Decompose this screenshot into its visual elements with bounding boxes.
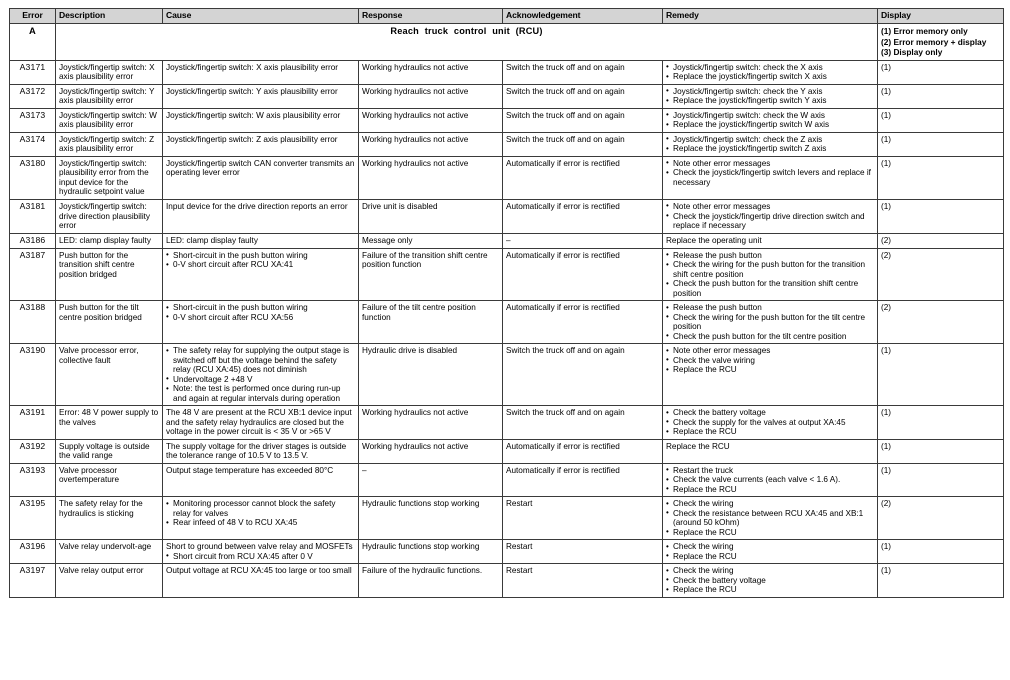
response-text: Working hydraulics not active — [362, 441, 469, 451]
description-text: Valve processor error, collective fault — [59, 346, 139, 365]
cause-text: Output stage temperature has exceeded 80°C — [166, 465, 334, 475]
error-code-a3186: A3186 — [10, 233, 56, 248]
description-a3193 — [56, 463, 163, 497]
cause-a3197 — [163, 564, 359, 598]
response-a3192 — [359, 439, 503, 463]
acknowledgement-a3191 — [503, 406, 663, 440]
description-text: Push button for the tilt centre position bridged — [59, 303, 142, 322]
remedy-a3191 — [663, 406, 878, 440]
response-text: Failure of the hydraulic functions. — [362, 566, 483, 576]
table-row — [10, 199, 1004, 233]
remedy-bullets-item: • Replace the joystick/fingertip switch Y axis — [666, 96, 874, 106]
description-text: Valve relay undervolt-age — [59, 542, 152, 552]
acknowledgement-a3171 — [503, 60, 663, 84]
remedy-a3173 — [663, 108, 878, 132]
acknowledgement-text: Automatically if error is rectified — [506, 250, 620, 260]
description-text: Joystick/fingertip switch: plausibility error from the input device for the hydraulic setpoint value — [59, 158, 149, 197]
acknowledgement-a3180 — [503, 156, 663, 199]
error-code-a3180: A3180 — [10, 156, 56, 199]
remedy-bullets-item: • Replace the RCU — [666, 485, 874, 495]
group-error-code: A — [10, 23, 56, 60]
error-code-a3171: A3171 — [10, 60, 56, 84]
error-code-a3193: A3193 — [10, 463, 56, 497]
cause-bullets-item: • Note: the test is performed once during run-up and again at regular intervals during operation — [166, 384, 355, 403]
description-text: LED: clamp display faulty — [59, 235, 151, 245]
cause-a3172 — [163, 84, 359, 108]
error-code-a3187: A3187 — [10, 248, 56, 301]
error-code-a3197: A3197 — [10, 564, 56, 598]
acknowledgement-text: Switch the truck off and on again — [506, 408, 625, 418]
description-a3181 — [56, 199, 163, 233]
remedy-bullets-item: • Replace the RCU — [666, 365, 874, 375]
remedy-a3180 — [663, 156, 878, 199]
acknowledgement-text: Switch the truck off and on again — [506, 346, 625, 356]
acknowledgement-a3188 — [503, 301, 663, 344]
response-text: Hydraulic functions stop working — [362, 542, 480, 552]
cause-bullets — [166, 303, 355, 322]
table-row — [10, 60, 1004, 84]
table-row — [10, 344, 1004, 406]
description-a3191 — [56, 406, 163, 440]
display-a3171: (1) — [878, 60, 1004, 84]
remedy-bullets — [666, 63, 874, 82]
cause-a3187 — [163, 248, 359, 301]
display-a3193: (1) — [878, 463, 1004, 497]
cause-bullets-item: • Short-circuit in the push button wiring — [166, 251, 355, 261]
remedy-bullets — [666, 408, 874, 437]
remedy-a3186 — [663, 233, 878, 248]
acknowledgement-a3196 — [503, 540, 663, 564]
response-a3193 — [359, 463, 503, 497]
cause-text: Joystick/fingertip switch CAN converter transmits an operating lever error — [166, 158, 355, 178]
acknowledgement-a3172 — [503, 84, 663, 108]
response-text: Hydraulic drive is disabled — [362, 346, 458, 356]
cause-text: Joystick/fingertip switch: Y axis plausibility error — [166, 86, 338, 96]
cause-a3193 — [163, 463, 359, 497]
response-text: – — [362, 465, 367, 475]
remedy-a3181 — [663, 199, 878, 233]
column-header-remedy: Remedy — [663, 9, 878, 24]
description-a3187 — [56, 248, 163, 301]
display-a3191: (1) — [878, 406, 1004, 440]
response-text: Working hydraulics not active — [362, 110, 469, 120]
table-row — [10, 233, 1004, 248]
response-a3197 — [359, 564, 503, 598]
remedy-bullets — [666, 251, 874, 299]
remedy-bullets-item: • Note other error messages — [666, 346, 874, 356]
error-code-a3196: A3196 — [10, 540, 56, 564]
table-row — [10, 108, 1004, 132]
cause-bullets-item: • The safety relay for supplying the output stage is switched off but the voltage behind the safety relay (RCU XA:45) does not diminish — [166, 346, 355, 375]
error-code-a3181: A3181 — [10, 199, 56, 233]
response-a3196 — [359, 540, 503, 564]
cause-text: Input device for the drive direction reports an error — [166, 201, 348, 211]
description-a3190 — [56, 344, 163, 406]
display-a3195: (2) — [878, 497, 1004, 540]
cause-a3195 — [163, 497, 359, 540]
response-a3171 — [359, 60, 503, 84]
display-a3188: (2) — [878, 301, 1004, 344]
acknowledgement-a3190 — [503, 344, 663, 406]
remedy-a3196 — [663, 540, 878, 564]
remedy-bullets-item: • Check the supply for the valves at output XA:45 — [666, 418, 874, 428]
remedy-bullets-item: • Check the battery voltage — [666, 576, 874, 586]
table-row — [10, 132, 1004, 156]
table-row — [10, 301, 1004, 344]
description-a3195 — [56, 497, 163, 540]
remedy-bullets-item: • Replace the RCU — [666, 585, 874, 595]
acknowledgement-text: Automatically if error is rectified — [506, 303, 620, 313]
cause-text: Joystick/fingertip switch: X axis plausibility error — [166, 62, 338, 72]
remedy-bullets — [666, 303, 874, 341]
remedy-bullets-item: • Joystick/fingertip switch: check the Z axis — [666, 135, 874, 145]
remedy-bullets-item: • Check the joystick/fingertip drive direction switch and replace if necessary — [666, 212, 874, 231]
description-text: Supply voltage is outside the valid range — [59, 441, 150, 461]
acknowledgement-a3192 — [503, 439, 663, 463]
remedy-a3190 — [663, 344, 878, 406]
display-legend-line-2: (2) Error memory + display — [881, 36, 987, 47]
remedy-bullets-item: • Check the battery voltage — [666, 408, 874, 418]
table-row — [10, 564, 1004, 598]
response-a3190 — [359, 344, 503, 406]
remedy-bullets-item: • Check the resistance between RCU XA:45 and XB:1 (around 50 kOhm) — [666, 509, 874, 528]
display-a3186: (2) — [878, 233, 1004, 248]
table-row — [10, 463, 1004, 497]
description-a3186 — [56, 233, 163, 248]
response-text: Working hydraulics not active — [362, 408, 469, 418]
display-a3174: (1) — [878, 132, 1004, 156]
table-header — [10, 9, 1004, 24]
response-a3188 — [359, 301, 503, 344]
remedy-bullets-item: • Release the push button — [666, 251, 874, 261]
remedy-bullets-item: • Check the wiring for the push button for the transition shift centre position — [666, 260, 874, 279]
error-code-a3174: A3174 — [10, 132, 56, 156]
cause-text: Joystick/fingertip switch: Z axis plausibility error — [166, 134, 338, 144]
remedy-a3187 — [663, 248, 878, 301]
cause-a3181 — [163, 199, 359, 233]
display-a3172: (1) — [878, 84, 1004, 108]
display-a3180: (1) — [878, 156, 1004, 199]
description-a3196 — [56, 540, 163, 564]
acknowledgement-a3174 — [503, 132, 663, 156]
acknowledgement-a3181 — [503, 199, 663, 233]
description-text: Joystick/fingertip switch: X axis plausibility error — [59, 62, 155, 82]
acknowledgement-text: Switch the truck off and on again — [506, 134, 625, 144]
response-text: Failure of the tilt centre position function — [362, 303, 476, 322]
remedy-bullets — [666, 542, 874, 561]
remedy-bullets-item: • Joystick/fingertip switch: check the X axis — [666, 63, 874, 73]
error-code-table — [9, 8, 1004, 598]
acknowledgement-a3186 — [503, 233, 663, 248]
acknowledgement-a3195 — [503, 497, 663, 540]
display-a3190: (1) — [878, 344, 1004, 406]
cause-a3180 — [163, 156, 359, 199]
column-header-cause: Cause — [163, 9, 359, 24]
error-code-a3188: A3188 — [10, 301, 56, 344]
cause-bullets-item: • Short circuit from RCU XA:45 after 0 V — [166, 552, 355, 562]
cause-bullets-item: • Monitoring processor cannot block the safety relay for valves — [166, 499, 355, 518]
description-a3174 — [56, 132, 163, 156]
description-a3188 — [56, 301, 163, 344]
acknowledgement-text: Automatically if error is rectified — [506, 158, 620, 168]
cause-text: The supply voltage for the driver stages is outside the tolerance range of 10.5 V to 13.5 V. — [166, 441, 347, 461]
cause-bullets — [166, 499, 355, 528]
description-a3192 — [56, 439, 163, 463]
acknowledgement-a3173 — [503, 108, 663, 132]
acknowledgement-text: Switch the truck off and on again — [506, 62, 625, 72]
remedy-a3188 — [663, 301, 878, 344]
remedy-bullets-item: • Release the push button — [666, 303, 874, 313]
error-code-a3172: A3172 — [10, 84, 56, 108]
error-code-a3173: A3173 — [10, 108, 56, 132]
remedy-a3195 — [663, 497, 878, 540]
remedy-bullets-item: • Replace the joystick/fingertip switch W axis — [666, 120, 874, 130]
remedy-bullets — [666, 87, 874, 106]
error-code-a3190: A3190 — [10, 344, 56, 406]
response-a3181 — [359, 199, 503, 233]
remedy-bullets-item: • Replace the RCU — [666, 552, 874, 562]
display-a3196: (1) — [878, 540, 1004, 564]
description-text: Joystick/fingertip switch: W axis plausibility error — [59, 110, 157, 130]
remedy-text: Replace the RCU — [666, 441, 730, 451]
remedy-text: Replace the operating unit — [666, 235, 762, 245]
acknowledgement-text: Automatically if error is rectified — [506, 441, 620, 451]
display-a3197: (1) — [878, 564, 1004, 598]
remedy-bullets — [666, 346, 874, 375]
cause-lead: Short to ground between valve relay and MOSFETs — [166, 542, 353, 552]
remedy-a3172 — [663, 84, 878, 108]
cause-bullets — [166, 346, 355, 403]
description-a3197 — [56, 564, 163, 598]
description-text: Error: 48 V power supply to the valves — [59, 408, 159, 427]
remedy-bullets-item: • Replace the RCU — [666, 427, 874, 437]
remedy-bullets-item: • Restart the truck — [666, 466, 874, 476]
response-text: Working hydraulics not active — [362, 86, 469, 96]
cause-a3173 — [163, 108, 359, 132]
group-row-a — [10, 23, 1004, 60]
response-a3174 — [359, 132, 503, 156]
description-text: Joystick/fingertip switch: Z axis plausibility error — [59, 134, 155, 154]
remedy-a3193 — [663, 463, 878, 497]
display-a3192: (1) — [878, 439, 1004, 463]
error-code-a3191: A3191 — [10, 406, 56, 440]
column-header-display: Display — [878, 9, 1004, 24]
cause-bullets-item: • Short-circuit in the push button wiring — [166, 303, 355, 313]
cause-a3186 — [163, 233, 359, 248]
column-header-error: Error — [10, 9, 56, 24]
description-text: Joystick/fingertip switch: Y axis plausibility error — [59, 86, 155, 106]
display-a3181: (1) — [878, 199, 1004, 233]
group-title: Reach truck control unit (RCU) — [56, 23, 878, 60]
column-header-description: Description — [56, 9, 163, 24]
remedy-bullets-item: • Note other error messages — [666, 202, 874, 212]
display-legend-line-3: (3) Display only — [881, 47, 943, 58]
cause-bullets — [166, 251, 355, 270]
cause-a3192 — [163, 439, 359, 463]
cause-bullets-item: • 0-V short circuit after RCU XA:56 — [166, 313, 355, 323]
table-body — [10, 23, 1004, 597]
response-a3186 — [359, 233, 503, 248]
table-header-row — [10, 9, 1004, 24]
remedy-bullets-item: • Check the wiring — [666, 542, 874, 552]
response-text: Hydraulic functions stop working — [362, 499, 480, 509]
remedy-bullets-item: • Check the wiring — [666, 499, 874, 509]
cause-a3188 — [163, 301, 359, 344]
response-a3191 — [359, 406, 503, 440]
display-legend-line-1: (1) Error memory only — [881, 25, 968, 36]
description-text: Joystick/fingertip switch: drive direction plausibility error — [59, 201, 151, 231]
table-row — [10, 406, 1004, 440]
remedy-bullets-item: • Note other error messages — [666, 159, 874, 169]
display-legend — [878, 23, 1004, 60]
description-a3180 — [56, 156, 163, 199]
acknowledgement-text: Switch the truck off and on again — [506, 86, 625, 96]
remedy-bullets-item: • Check the wiring — [666, 566, 874, 576]
cause-text: LED: clamp display faulty — [166, 235, 258, 245]
acknowledgement-text: Switch the truck off and on again — [506, 110, 625, 120]
table-row — [10, 156, 1004, 199]
response-a3180 — [359, 156, 503, 199]
response-text: Failure of the transition shift centre position function — [362, 250, 488, 270]
cause-a3191 — [163, 406, 359, 440]
remedy-a3171 — [663, 60, 878, 84]
description-a3171 — [56, 60, 163, 84]
remedy-bullets — [666, 111, 874, 130]
response-a3195 — [359, 497, 503, 540]
response-text: Message only — [362, 235, 413, 245]
remedy-bullets — [666, 499, 874, 537]
response-text: Working hydraulics not active — [362, 62, 469, 72]
acknowledgement-a3187 — [503, 248, 663, 301]
remedy-bullets-item: • Replace the RCU — [666, 528, 874, 538]
remedy-bullets — [666, 566, 874, 595]
remedy-bullets-item: • Replace the joystick/fingertip switch Z axis — [666, 144, 874, 154]
cause-bullets-item: • Undervoltage 2 +48 V — [166, 375, 355, 385]
remedy-bullets-item: • Check the wiring for the push button for the tilt centre position — [666, 313, 874, 332]
response-text: Working hydraulics not active — [362, 158, 469, 168]
remedy-bullets-item: • Check the valve currents (each valve < 1.6 A). — [666, 475, 874, 485]
cause-text: The 48 V are present at the RCU XB:1 device input and the safety relay hydraulics are closed but the voltage in the power circuit is < 35 V or >65 V — [166, 408, 352, 437]
table-row — [10, 497, 1004, 540]
acknowledgement-text: Automatically if error is rectified — [506, 201, 620, 211]
cause-text: Joystick/fingertip switch: W axis plausibility error — [166, 110, 341, 120]
description-text: Valve relay output error — [59, 566, 144, 576]
cause-a3190 — [163, 344, 359, 406]
remedy-a3174 — [663, 132, 878, 156]
display-a3187: (2) — [878, 248, 1004, 301]
cause-text: Output voltage at RCU XA:45 too large or too small — [166, 566, 352, 576]
remedy-bullets — [666, 466, 874, 495]
response-text: Drive unit is disabled — [362, 201, 438, 211]
acknowledgement-text: Restart — [506, 542, 533, 552]
cause-a3196 — [163, 540, 359, 564]
cause-bullets — [166, 552, 355, 562]
remedy-bullets — [666, 159, 874, 188]
cause-a3171 — [163, 60, 359, 84]
remedy-bullets-item: • Check the joystick/fingertip switch levers and replace if necessary — [666, 168, 874, 187]
description-text: Valve processor overtemperature — [59, 465, 120, 485]
error-code-a3192: A3192 — [10, 439, 56, 463]
response-a3172 — [359, 84, 503, 108]
column-header-acknowledgement: Acknowledgement — [503, 9, 663, 24]
description-a3173 — [56, 108, 163, 132]
remedy-bullets-item: • Joystick/fingertip switch: check the W axis — [666, 111, 874, 121]
remedy-bullets-item: • Joystick/fingertip switch: check the Y axis — [666, 87, 874, 97]
table-row — [10, 84, 1004, 108]
cause-a3174 — [163, 132, 359, 156]
acknowledgement-text: Restart — [506, 566, 533, 576]
cause-bullets-item: • Rear infeed of 48 V to RCU XA:45 — [166, 518, 355, 528]
display-a3173: (1) — [878, 108, 1004, 132]
description-a3172 — [56, 84, 163, 108]
remedy-a3192 — [663, 439, 878, 463]
description-text: The safety relay for the hydraulics is sticking — [59, 499, 143, 518]
response-a3187 — [359, 248, 503, 301]
acknowledgement-a3193 — [503, 463, 663, 497]
table-row — [10, 439, 1004, 463]
cause-bullets-item: • 0-V short circuit after RCU XA:41 — [166, 260, 355, 270]
error-code-a3195: A3195 — [10, 497, 56, 540]
column-header-response: Response — [359, 9, 503, 24]
response-text: Working hydraulics not active — [362, 134, 469, 144]
table-row — [10, 540, 1004, 564]
remedy-bullets-item: • Replace the joystick/fingertip switch X axis — [666, 72, 874, 82]
remedy-bullets — [666, 202, 874, 231]
table-row — [10, 248, 1004, 301]
remedy-bullets — [666, 135, 874, 154]
remedy-bullets-item: • Check the push button for the transition shift centre position — [666, 279, 874, 298]
response-a3173 — [359, 108, 503, 132]
acknowledgement-text: Automatically if error is rectified — [506, 465, 620, 475]
description-text: Push button for the transition shift centre position bridged — [59, 250, 135, 279]
acknowledgement-text: – — [506, 235, 511, 245]
acknowledgement-text: Restart — [506, 499, 533, 509]
remedy-a3197 — [663, 564, 878, 598]
remedy-bullets-item: • Check the push button for the tilt centre position — [666, 332, 874, 342]
remedy-bullets-item: • Check the valve wiring — [666, 356, 874, 366]
acknowledgement-a3197 — [503, 564, 663, 598]
